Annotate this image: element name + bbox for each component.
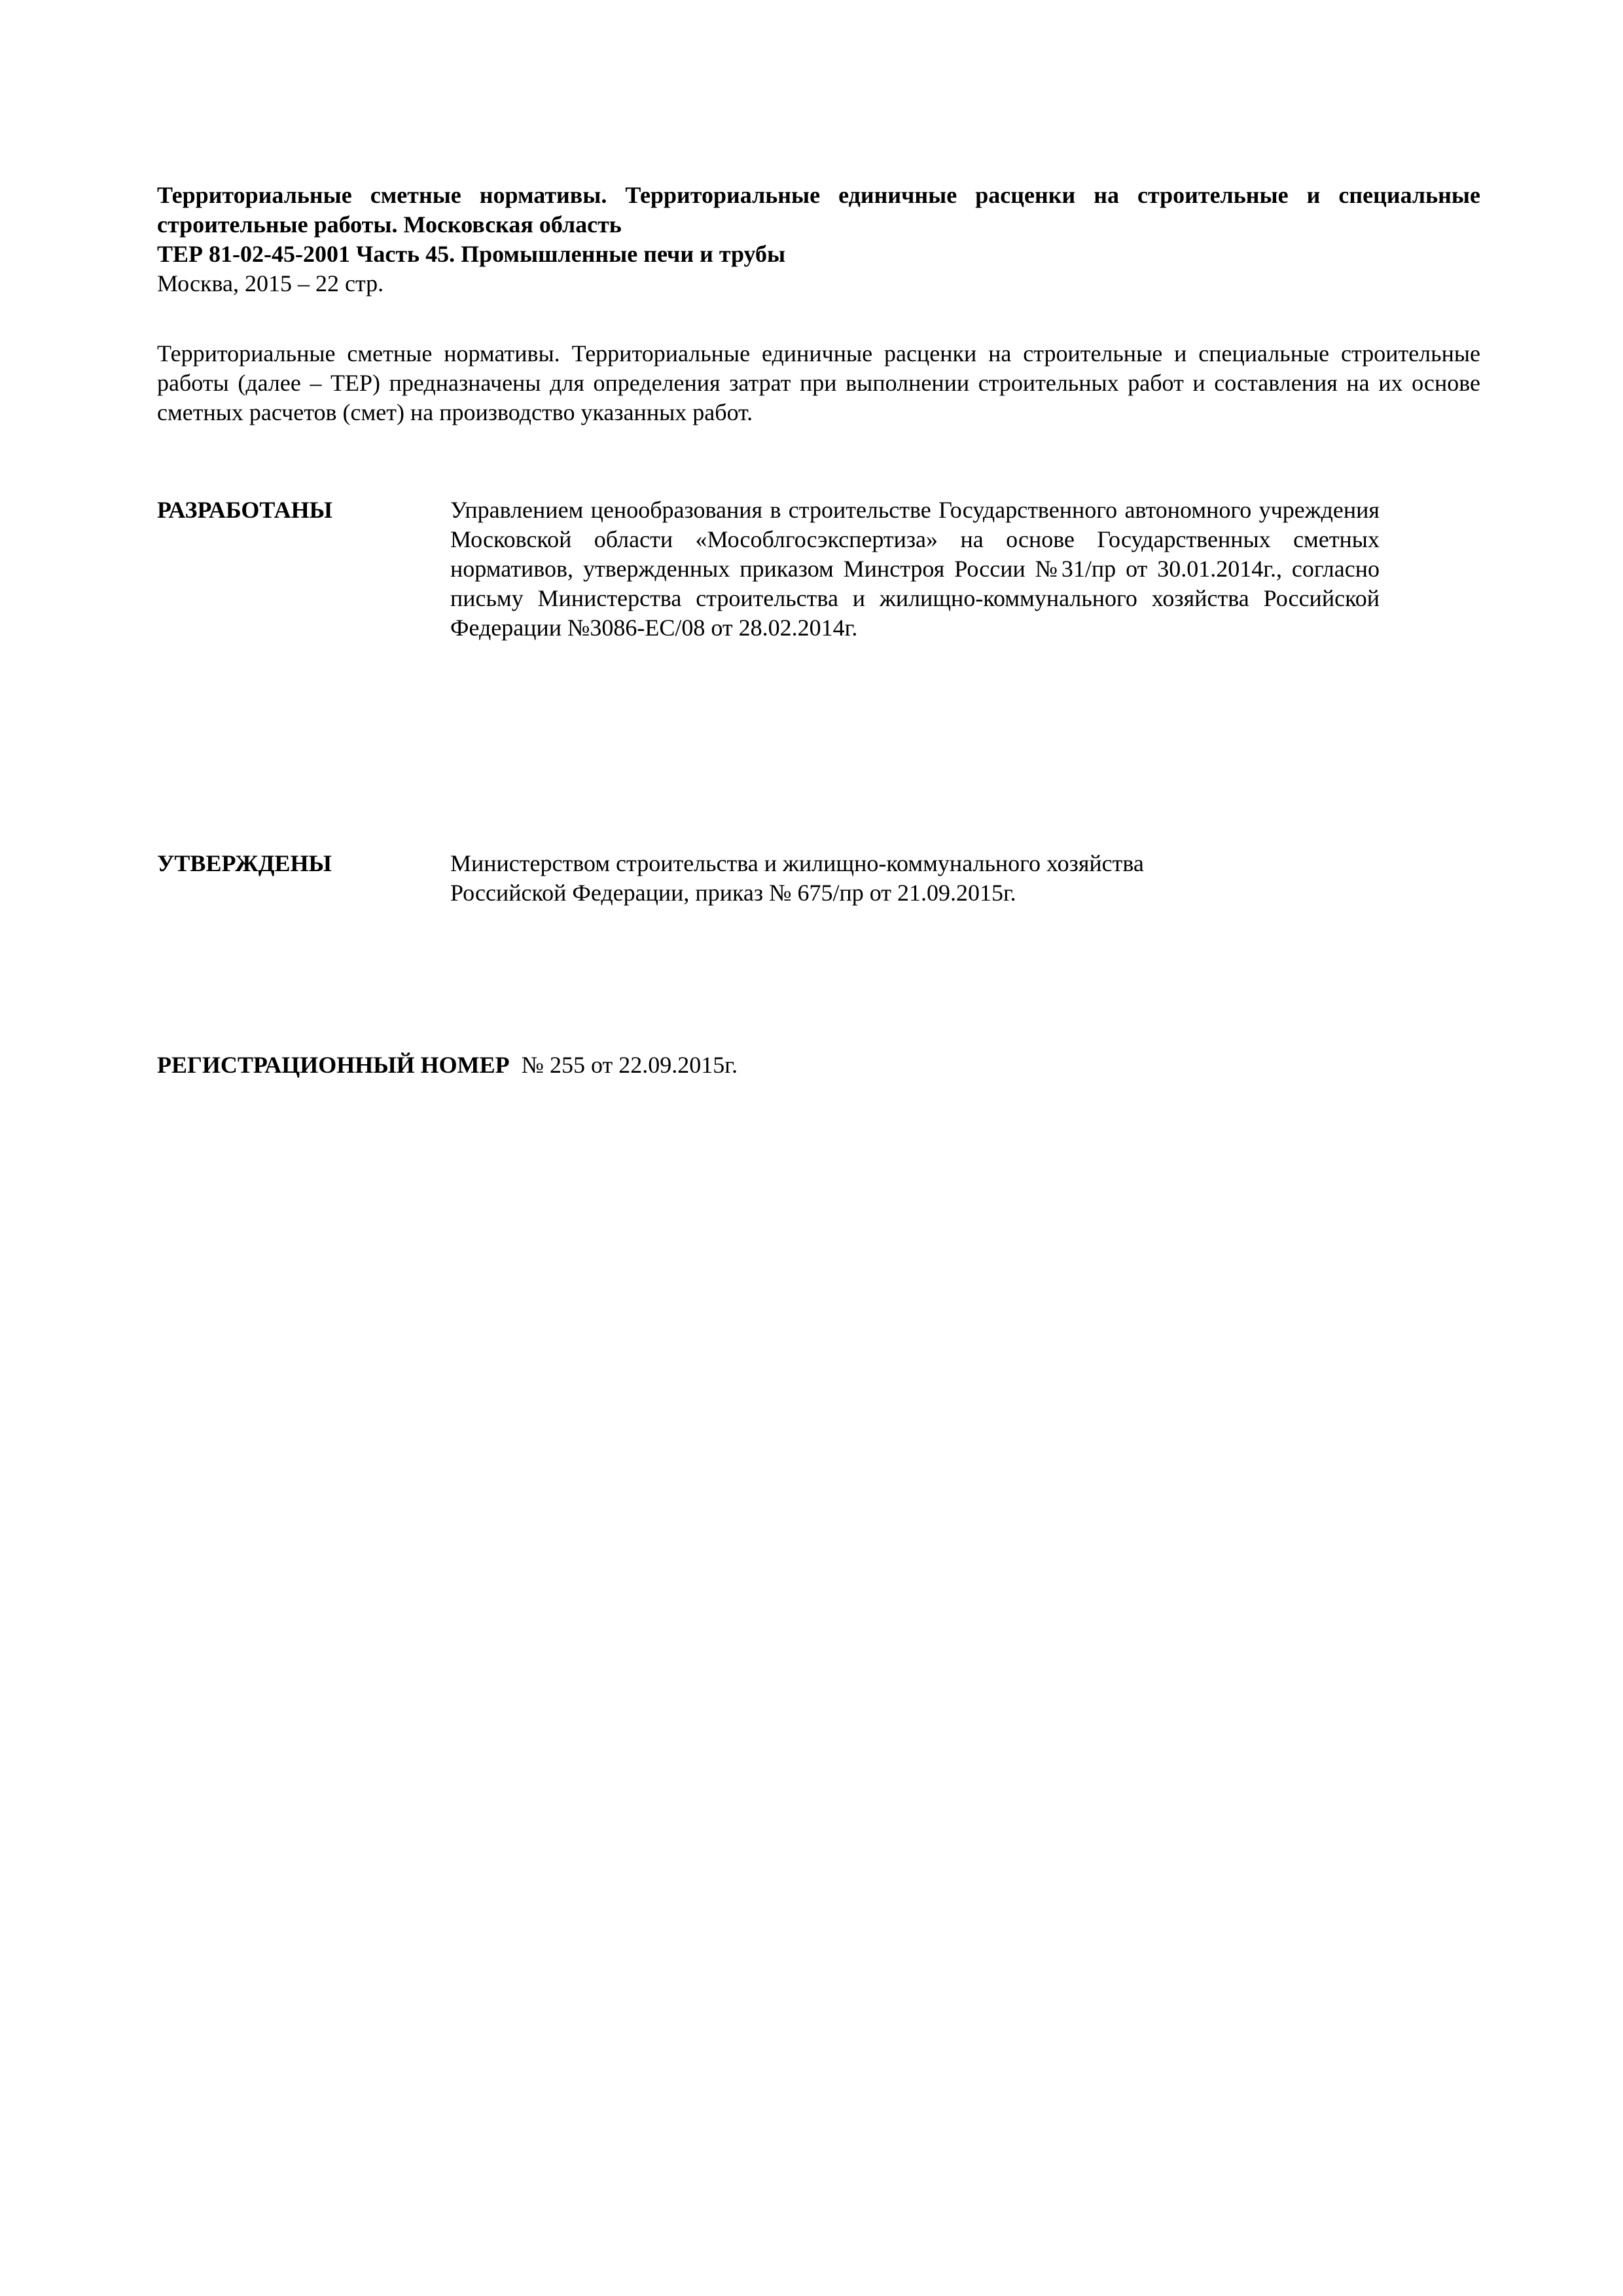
document-place-year-pages: Москва, 2015 – 22 стр. bbox=[157, 270, 384, 296]
developed-label: РАЗРАБОТАНЫ bbox=[157, 497, 332, 523]
approved-label: УТВЕРЖДЕНЫ bbox=[157, 850, 332, 876]
document-code: ТЕР 81-02-45-2001 Часть 45. Промышленные печи и трубы bbox=[157, 241, 786, 267]
approved-text-line-1: Министерством строительства и жилищно-коммунального хозяйства bbox=[450, 850, 1144, 876]
approved-text bbox=[450, 849, 1380, 908]
document-header bbox=[157, 181, 1480, 298]
registration-label: РЕГИСТРАЦИОННЫЙ НОМЕР bbox=[157, 1052, 510, 1078]
registration-number bbox=[157, 1050, 738, 1080]
approved-text-line-2: Российской Федерации, приказ № 675/пр от 21.09.2015г. bbox=[450, 880, 1016, 906]
registration-value: № 255 от 22.09.2015г. bbox=[521, 1052, 738, 1078]
intro-paragraph: Территориальные сметные нормативы. Территориальные единичные расценки на строительные и специальные строительные работы (далее – ТЕР) предназначены для определения затрат при выполнении строительных работ и составления на их основе сметных расчетов (смет) на производство указанных работ. bbox=[157, 340, 1480, 425]
document-title: Территориальные сметные нормативы. Территориальные единичные расценки на строительные и специальные строительные работы. Московская область bbox=[157, 182, 1480, 238]
developed-text: Управлением ценообразования в строительстве Государственного автономного учреждения Московской области «Мособлгосэкспертиза» на основе Государственных сметных нормативов, утвержденных приказом Минстроя России №31/пр от 30.01.2014г., согласно письму Министерства строительства и жилищно-коммунального хозяйства Российской Федерации №3086-ЕС/08 от 28.02.2014г. bbox=[450, 497, 1380, 641]
